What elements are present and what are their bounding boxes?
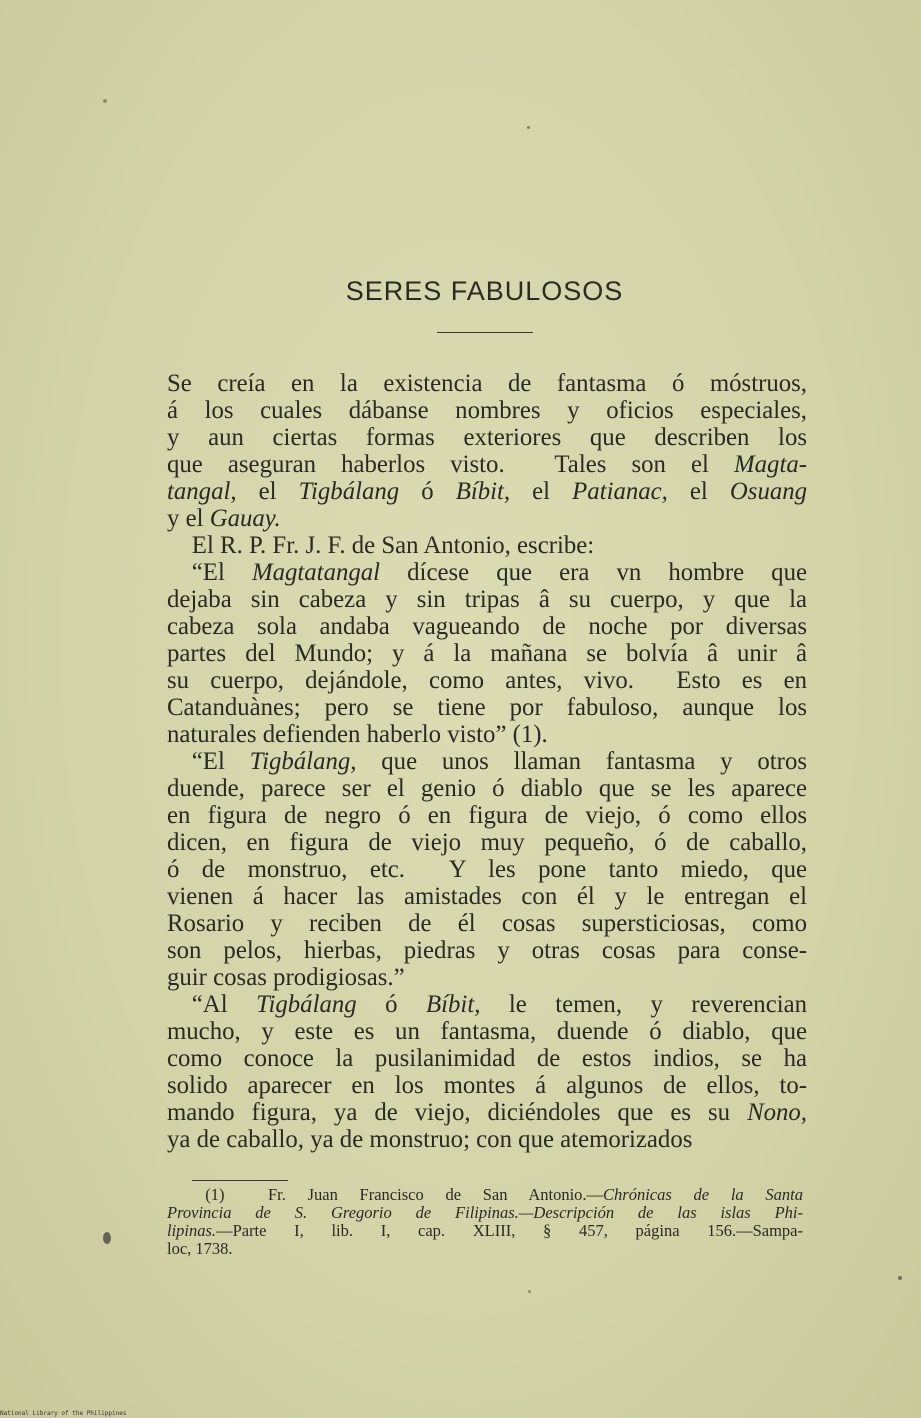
text-run: que aseguran haberlos visto. Tales son el — [167, 451, 734, 478]
text-line — [167, 937, 807, 964]
library-credit: National Library of the Philippines — [0, 1410, 127, 1417]
footnote-rule — [192, 1180, 288, 1181]
footnote-line — [167, 1240, 803, 1258]
text-line — [167, 991, 807, 1018]
italic-term: Provincia de S. Gregorio de Filipinas.—Descripción de las islas Phi- — [167, 1203, 803, 1222]
page-speck — [103, 1232, 111, 1244]
text-line — [167, 424, 807, 451]
text-run: mucho, y este es un fantasma, duende ó diablo, que — [167, 1018, 807, 1045]
text-run: á los cuales dábanse nombres y oficios especiales, — [167, 397, 807, 424]
text-line — [167, 694, 807, 721]
page-speck — [527, 126, 530, 129]
page-speck — [103, 99, 107, 103]
text-line — [167, 1018, 807, 1045]
italic-term: Chrónicas de la Santa — [603, 1185, 804, 1204]
text-run: ya de caballo, ya de monstruo; con que atemorizados — [167, 1126, 693, 1153]
italic-term: Tigbálang — [298, 478, 400, 505]
text-run: —Parte I, lib. I, cap. XLIII, § 457, página 156.—Sampa- — [216, 1221, 803, 1240]
text-line — [167, 856, 807, 883]
text-run: partes del Mundo; y á la mañana se bolvía â unir â — [167, 640, 807, 667]
page-speck — [528, 1290, 531, 1293]
text-line — [167, 586, 807, 613]
italic-term: Osuang — [729, 478, 808, 505]
text-run: son pelos, hierbas, piedras y otras cosas para conse- — [167, 937, 807, 964]
italic-term: Patianac, — [572, 478, 668, 505]
italic-term: Magtatangal — [251, 559, 381, 586]
text-run: Catanduànes; pero se tiene por fabuloso, aunque los — [167, 694, 807, 721]
text-run: que unos llaman fantasma y otros — [356, 748, 807, 775]
text-run: y el — [167, 505, 210, 532]
text-run: dícese que era vn hombre que — [380, 559, 807, 586]
italic-term: Gauay. — [209, 505, 281, 532]
text-line — [167, 1099, 807, 1126]
text-run: Se creía en la existencia de fantasma ó móstruos, — [167, 370, 807, 397]
text-run: “El — [167, 748, 250, 775]
footnote-line — [167, 1186, 803, 1204]
italic-term: Tigbálang, — [249, 748, 357, 775]
text-run: “El — [167, 559, 252, 586]
text-run: ó de monstruo, etc. Y les pone tanto miedo, que — [167, 856, 807, 883]
text-run: el — [236, 478, 299, 505]
italic-term: Bíbit, — [455, 478, 511, 505]
text-line — [167, 451, 807, 478]
text-line — [167, 613, 807, 640]
text-line — [167, 478, 807, 505]
text-line — [167, 1126, 807, 1153]
text-run: vienen á hacer las amistades con él y le entregan el — [167, 883, 807, 910]
title-rule — [437, 332, 533, 333]
page-speck — [898, 1276, 902, 1280]
italic-term: Nono, — [747, 1099, 807, 1126]
text-line — [167, 370, 807, 397]
text-line — [167, 829, 807, 856]
text-run: su cuerpo, dejándole, como antes, vivo. Esto es en — [167, 667, 807, 694]
page-title: SERES FABULOSOS — [345, 276, 624, 306]
body-text — [167, 370, 807, 1153]
italic-term: Tigbálang — [256, 991, 357, 1018]
text-line — [167, 775, 807, 802]
text-line — [167, 532, 807, 559]
text-run: cabeza sola andaba vagueando de noche por diversas — [167, 613, 807, 640]
text-line — [167, 802, 807, 829]
text-line — [167, 883, 807, 910]
text-run: ó — [356, 991, 426, 1018]
text-run: en figura de negro ó en figura de viejo, ó como ellos — [167, 802, 807, 829]
italic-term: lipinas. — [167, 1221, 217, 1240]
italic-term: Bíbit, — [426, 991, 481, 1018]
text-run: Rosario y reciben de él cosas supersticiosas, como — [167, 910, 807, 937]
text-run: ó — [399, 478, 456, 505]
text-run: solido aparecer en los montes á algunos de ellos, to- — [167, 1072, 807, 1099]
text-line — [167, 1072, 807, 1099]
footnote-line — [167, 1222, 803, 1240]
text-run: loc, 1738. — [167, 1239, 233, 1258]
text-run: el — [667, 478, 730, 505]
text-line — [167, 748, 807, 775]
text-line — [167, 397, 807, 424]
text-line — [167, 667, 807, 694]
text-run: dicen, en figura de viejo muy pequeño, ó de caballo, — [167, 829, 807, 856]
text-run: le temen, y reverencian — [480, 991, 807, 1018]
text-line — [167, 1045, 807, 1072]
text-run: guir cosas prodigiosas.” — [167, 964, 405, 991]
text-run: dejaba sin cabeza y sin tripas â su cuerpo, y que la — [167, 586, 807, 613]
text-run: “Al — [167, 991, 257, 1018]
footnote-line — [167, 1204, 803, 1222]
text-line — [167, 640, 807, 667]
text-run: (1) Fr. Juan Francisco de San Antonio.— — [167, 1185, 604, 1204]
text-line — [167, 559, 807, 586]
italic-term: tangal, — [167, 478, 237, 505]
text-run: como conoce la pusilanimidad de estos indios, se ha — [167, 1045, 807, 1072]
text-run: mando figura, ya de viejo, diciéndoles que es su — [167, 1099, 748, 1126]
text-run: y aun ciertas formas exteriores que describen los — [167, 424, 807, 451]
text-line — [167, 964, 807, 991]
footnote — [167, 1186, 803, 1258]
text-line — [167, 721, 807, 748]
text-run: el — [510, 478, 573, 505]
text-line — [167, 910, 807, 937]
text-run: duende, parece ser el genio ó diablo que se les aparece — [167, 775, 807, 802]
text-run: El R. P. Fr. J. F. de San Antonio, escribe: — [167, 532, 595, 559]
italic-term: Magta- — [734, 451, 807, 478]
text-run: naturales defienden haberlo visto” (1). — [167, 721, 548, 748]
text-line — [167, 505, 807, 532]
